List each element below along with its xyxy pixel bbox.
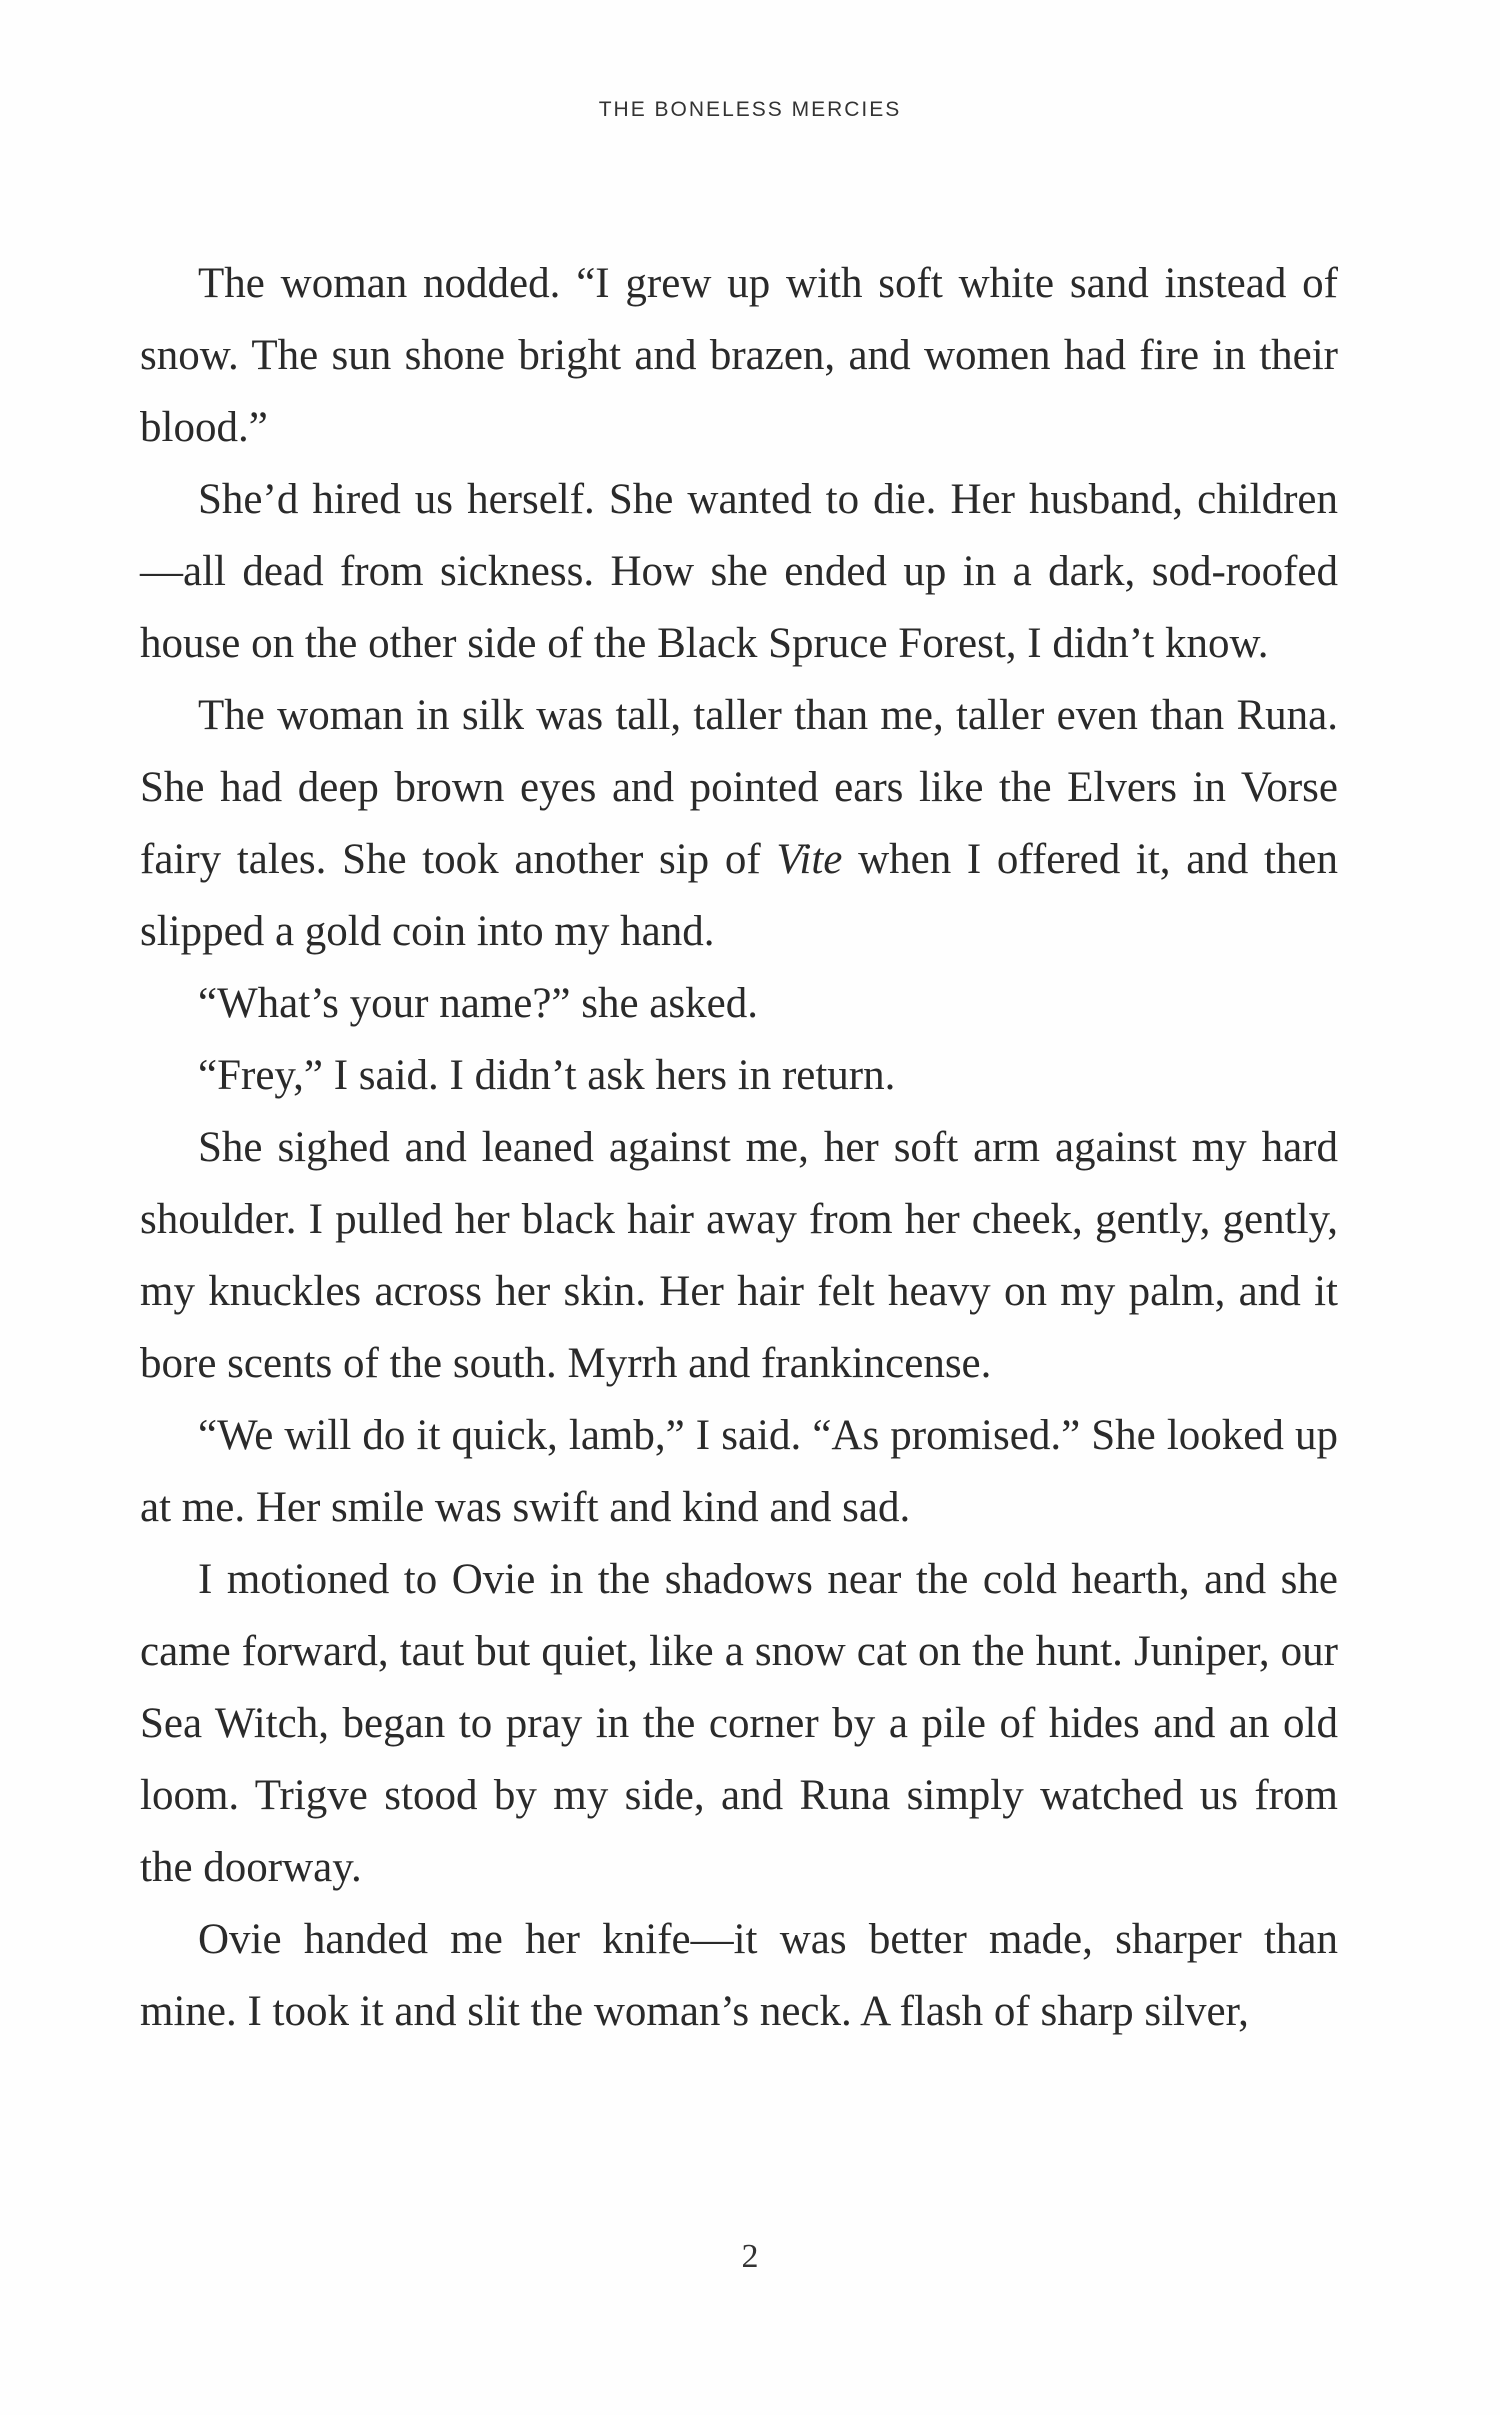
paragraph-text: She sighed and leaned against me, her soft arm against my hard shoulder. I pulled her black hair away from her cheek, gently, gently, my knuckles across her skin. Her hair felt heavy on my palm, and it bore scents of the south. Myrrh and frankincense. [140,1124,1338,1387]
paragraph [140,1544,1338,1904]
paragraph-text: when I offered it, and then slipped a gold coin into my hand. [140,836,1339,955]
paragraph [140,1040,1338,1112]
body-text [140,248,1338,2048]
paragraph-text: The woman nodded. “I grew up with soft white sand instead of snow. The sun shone bright and brazen, and women had fire in their blood.” [140,260,1338,451]
paragraph-text: She’d hired us herself. She wanted to die. Her husband, children—all dead from sickness. How she ended up in a dark, sod-roofed house on the other side of the Black Spruce Forest, I didn’t know. [140,476,1338,667]
paragraph [140,1904,1338,2048]
page-number: 2 [741,2238,759,2275]
paragraph [140,1112,1338,1400]
paragraph-text: I motioned to Ovie in the shadows near the cold hearth, and she came forward, taut but quiet, like a snow cat on the hunt. Juniper, our Sea Witch, began to pray in the corner by a pile of hides and an old loom. Trigve stood by my side, and Runa simply watched us from the doorway. [140,1556,1338,1891]
paragraph [140,968,1338,1040]
paragraph [140,680,1338,968]
paragraph-text: “Frey,” I said. I didn’t ask hers in return. [198,1052,896,1099]
paragraph-text: “We will do it quick, lamb,” I said. “As promised.” She looked up at me. Her smile was swift and kind and sad. [140,1412,1338,1531]
running-head: THE BONELESS MERCIES [598,98,902,121]
paragraph [140,248,1338,464]
paragraph-text: Ovie handed me her knife—it was better made, sharper than mine. I took it and slit the woman’s neck. A flash of sharp silver, [140,1916,1338,2035]
italic-word: Vite [776,836,843,883]
paragraph [140,464,1338,680]
paragraph-text: The woman in silk was tall, taller than me, taller even than Runa. She had deep brown eyes and pointed ears like the Elvers in Vorse fairy tales. She took another sip of [140,692,1338,883]
paragraph [140,1400,1338,1544]
paragraph-text: “What’s your name?” she asked. [198,980,758,1027]
